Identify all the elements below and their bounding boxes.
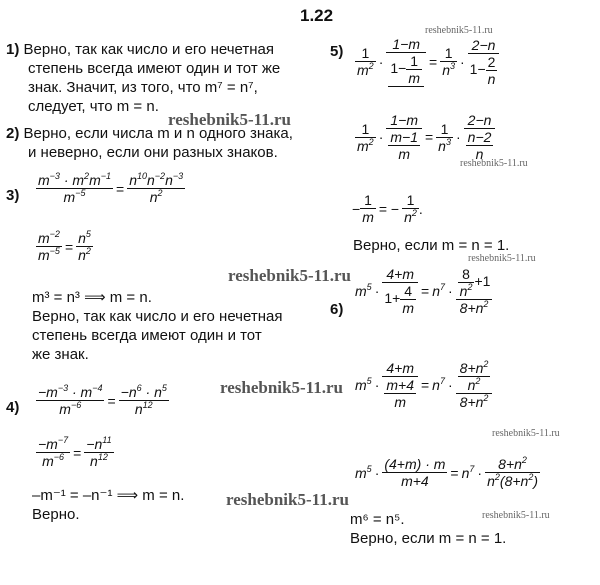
watermark: reshebnik5-11.ru bbox=[226, 490, 349, 509]
text-line: Верно. bbox=[32, 506, 80, 523]
formula: − $\frac{1}{m}$ = − $\frac{1}{n^2}$ . bbox=[352, 192, 423, 225]
text-line: и неверно, если они разных знаков. bbox=[28, 144, 278, 161]
item-2 bbox=[6, 124, 293, 162]
formula: $\frac{-m^{-3} \cdot m^{-4}}{m^{-6}}$ = $\frac{-n^6 \cdot n^5}{n^{12}}$ bbox=[38, 383, 167, 417]
watermark: reshebnik5-11.ru bbox=[425, 25, 493, 36]
formula: $m^5$ · 4+m 1+ $\frac{4}{m}$ = $n^7$ · $\frac{8}{n^2}$ +1 $8+n^2$ bbox=[355, 266, 491, 316]
text-line: Верно, так как число и его нечетная bbox=[23, 41, 274, 58]
item-1 bbox=[6, 40, 280, 116]
item-number: 2) bbox=[6, 125, 20, 142]
item-number: 4) bbox=[6, 399, 20, 416]
text-line: степень всегда имеют один и тот же bbox=[28, 60, 281, 77]
item-number: 3) bbox=[6, 187, 20, 204]
watermark: reshebnik5-11.ru bbox=[482, 510, 550, 521]
text-line: Верно, если m = n = 1. bbox=[350, 530, 507, 547]
watermark: reshebnik5-11.ru bbox=[168, 110, 291, 129]
item-number: 5) bbox=[330, 43, 344, 60]
watermark: reshebnik5-11.ru bbox=[228, 266, 351, 285]
item-4-text bbox=[32, 486, 184, 524]
formula: $\frac{1}{m^2}$ · $\frac{1-m}{\frac{m-1}{m}}$ = $\frac{1}{n^3}$ · $\frac{2-n}{\frac{n-2}{n}}$ bbox=[355, 112, 495, 162]
text-line: степень всегда имеют один и тот bbox=[32, 327, 262, 344]
item-number: 1) bbox=[6, 41, 20, 58]
item-6-text bbox=[350, 510, 506, 548]
formula: $m^5$ · $\frac{4+m}{\frac{m+4}{m}}$ = $n^7$ · $\frac{\frac{8+n^2}{n^2}}{8+n^2}$ bbox=[355, 360, 492, 410]
text-line: m⁶ = n⁵. bbox=[350, 511, 405, 528]
watermark: reshebnik5-11.ru bbox=[220, 378, 343, 397]
formula: $\frac{-m^{-7}}{m^{-6}}$ = $\frac{-n^{11}}{n^{12}}$ bbox=[38, 435, 112, 469]
watermark: reshebnik5-11.ru bbox=[468, 253, 536, 264]
formula: $m^5$ · $\frac{(4+m) \cdot m}{m+4}$ = $n^7$ · $\frac{8+n^2}{n^2(8+n^2)}$ bbox=[355, 455, 539, 489]
formula: $\frac{1}{m^2}$ · 1−m 1− $\frac{1}{m}$ = $\frac{1}{n^3}$ · 2−n 1− $\frac{2}{n}$ bbox=[355, 36, 499, 87]
text-line: Верно, если m = n = 1. bbox=[353, 237, 510, 254]
text-line: –m⁻¹ = –n⁻¹ ⟹ m = n. bbox=[32, 487, 185, 504]
text-line: m³ = n³ ⟹ m = n. bbox=[32, 289, 152, 306]
text-line: знак. Значит, из того, что m⁷ = n⁷, bbox=[28, 79, 258, 96]
text-line: же знак. bbox=[32, 346, 89, 363]
text-line: Верно, если числа m и n одного знака, bbox=[23, 125, 293, 142]
text-line: Верно, так как число и его нечетная bbox=[32, 308, 283, 325]
formula: $\frac{m^{-2}}{m^{-5}}$ = $\frac{n^5}{n^2}$ bbox=[38, 229, 91, 263]
text-line: следует, что m = n. bbox=[28, 98, 159, 115]
watermark: reshebnik5-11.ru bbox=[492, 428, 560, 439]
watermark: reshebnik5-11.ru bbox=[460, 158, 528, 169]
item-number: 6) bbox=[330, 301, 344, 318]
problem-title: 1.22 bbox=[300, 6, 334, 25]
item-3-text bbox=[32, 288, 282, 364]
formula: $\frac{m^{-3} \cdot m^2m^{-1}}{m^{-5}}$ = $\frac{n^{10}n^{-2}n^{-3}}{n^2}$ bbox=[38, 171, 184, 205]
